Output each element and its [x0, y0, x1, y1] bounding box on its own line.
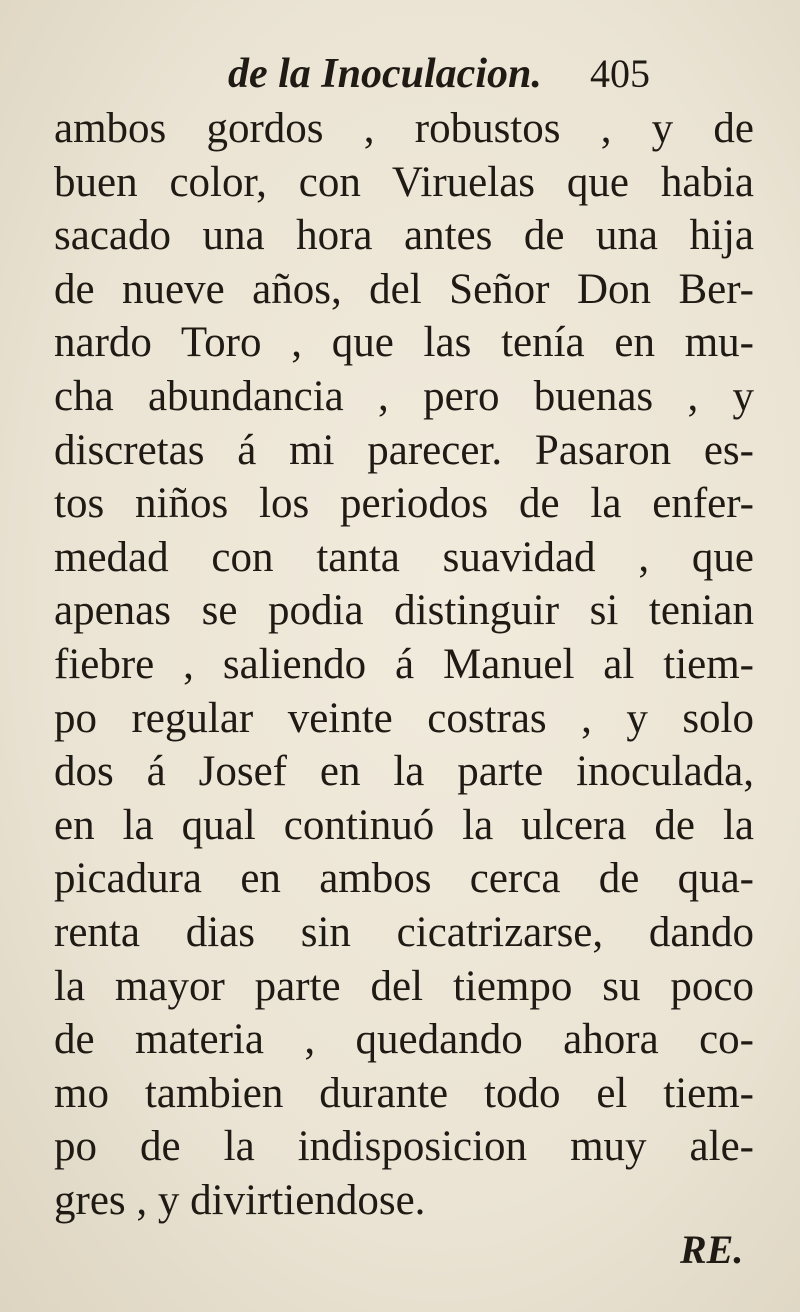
text-line: ambos gordos , robustos , y de: [54, 105, 754, 152]
text-line: buen color, con Viruelas que habia: [54, 158, 754, 206]
page-header: [0, 44, 800, 104]
text-line: cha abundancia , pero buenas , y: [54, 372, 754, 420]
text-line: apenas se podia distinguir si tenian: [54, 587, 754, 635]
text-line: picadura en ambos cerca de qua-: [54, 855, 754, 903]
text-line: en la qual continuó la ulcera de la: [54, 801, 754, 849]
running-title: de la Inoculacion.: [228, 51, 542, 97]
text-line: de materia , quedando ahora co-: [54, 1016, 754, 1064]
body-text: [54, 102, 754, 1227]
text-line: renta dias sin cicatrizarse, dando: [54, 908, 754, 956]
catchword: RE.: [680, 1227, 744, 1272]
text-line: tos niños los periodos de la enfer-: [54, 480, 754, 528]
text-line: po de la indisposicion muy ale-: [54, 1123, 754, 1171]
text-line-last: gres , y divirtiendose.: [54, 1176, 426, 1224]
text-line: po regular veinte costras , y solo: [54, 694, 754, 742]
text-line: la mayor parte del tiempo su poco: [54, 962, 754, 1010]
text-line: medad con tanta suavidad , que: [54, 533, 754, 581]
text-line: de nueve años, del Señor Don Ber-: [54, 265, 754, 313]
text-line: fiebre , saliendo á Manuel al tiem-: [54, 640, 754, 688]
page-number: 405: [590, 51, 650, 96]
text-line: sacado una hora antes de una hija: [54, 212, 754, 260]
text-line: nardo Toro , que las tenía en mu-: [54, 319, 754, 367]
text-line: discretas á mi parecer. Pasaron es-: [54, 426, 754, 474]
text-line: mo tambien durante todo el tiem-: [54, 1069, 754, 1117]
text-line: dos á Josef en la parte inoculada,: [54, 748, 754, 796]
